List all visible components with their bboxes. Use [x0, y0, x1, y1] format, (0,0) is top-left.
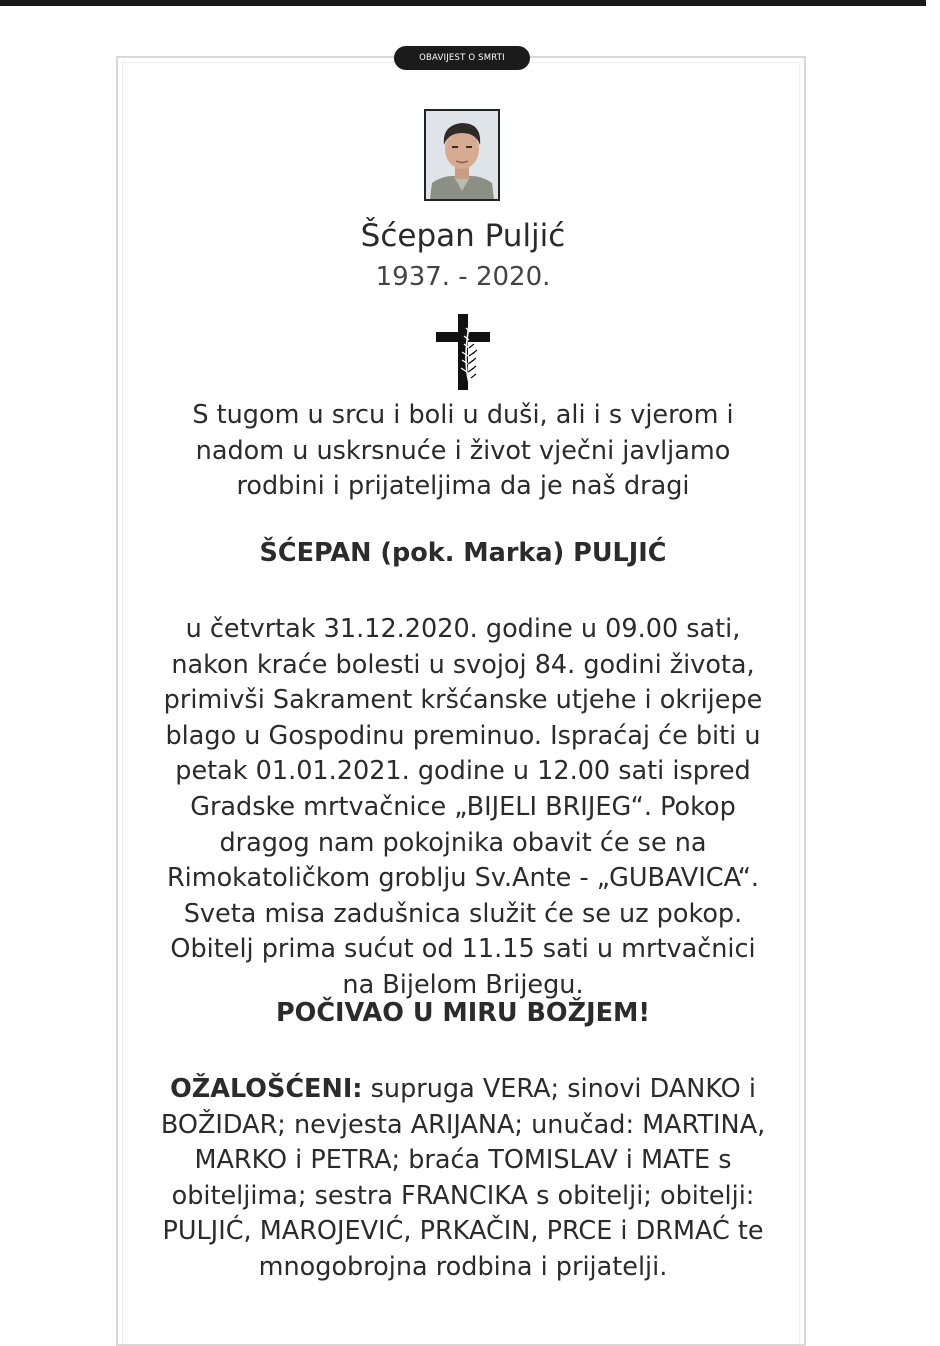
mourners-label: OŽALOŠĆENI: — [170, 1074, 363, 1104]
cross-with-palm-icon — [434, 312, 492, 392]
mourners-paragraph — [160, 1072, 766, 1286]
deceased-name: Šćepan Puljić — [360, 218, 566, 254]
main-paragraph: u četvrtak 31.12.2020. godine u 09.00 sati, nakon kraće bolesti u svojoj 84. godini života, primivši Sakrament kršćanske utjehe i okrijepe blago u Gospodinu preminuo. Ispraćaj će biti u petak 01.01.2021. godine u 12.00 sati ispred Gradske mrtvačnice „BIJELI BRIJEG“. Pokop dragog nam pokojnika obavit će se na Rimokatoličkom groblju Sv.Ante - „GUBAVICA“. Sveta misa zadušnica služit će se uz pokop. Obitelj prima sućut od 11.15 sati u mrtvačnici na Bijelom Brijegu. — [163, 614, 763, 1000]
closing-line: POČIVAO U MIRU BOŽJEM! — [275, 998, 651, 1028]
obituary-badge: OBAVIJEST O SMRTI — [394, 46, 530, 70]
mourners-list: supruga VERA; sinovi DANKO i BOŽIDAR; nevjesta ARIJANA; unučad: MARTINA, MARKO i PETRA; braća TOMISLAV i MATE s obiteljima; sestra FRANCIKA s obitelji; obitelji: PULJIĆ, MAROJEVIĆ, PRKAČIN, PRCE i DRMAĆ te mnogobrojna rodbina i prijatelji. — [160, 1074, 766, 1282]
deceased-full-name: ŠĆEPAN (pok. Marka) PULJIĆ — [259, 538, 667, 568]
top-rule — [0, 0, 926, 6]
intro-paragraph: S tugom u srcu i boli u duši, ali i s vjerom i nadom u uskrsnuće i život vječni javljamo rodbini i prijateljima da je naš dragi — [192, 400, 734, 502]
portrait-photo — [424, 109, 500, 201]
deceased-years: 1937. - 2020. — [375, 262, 551, 292]
